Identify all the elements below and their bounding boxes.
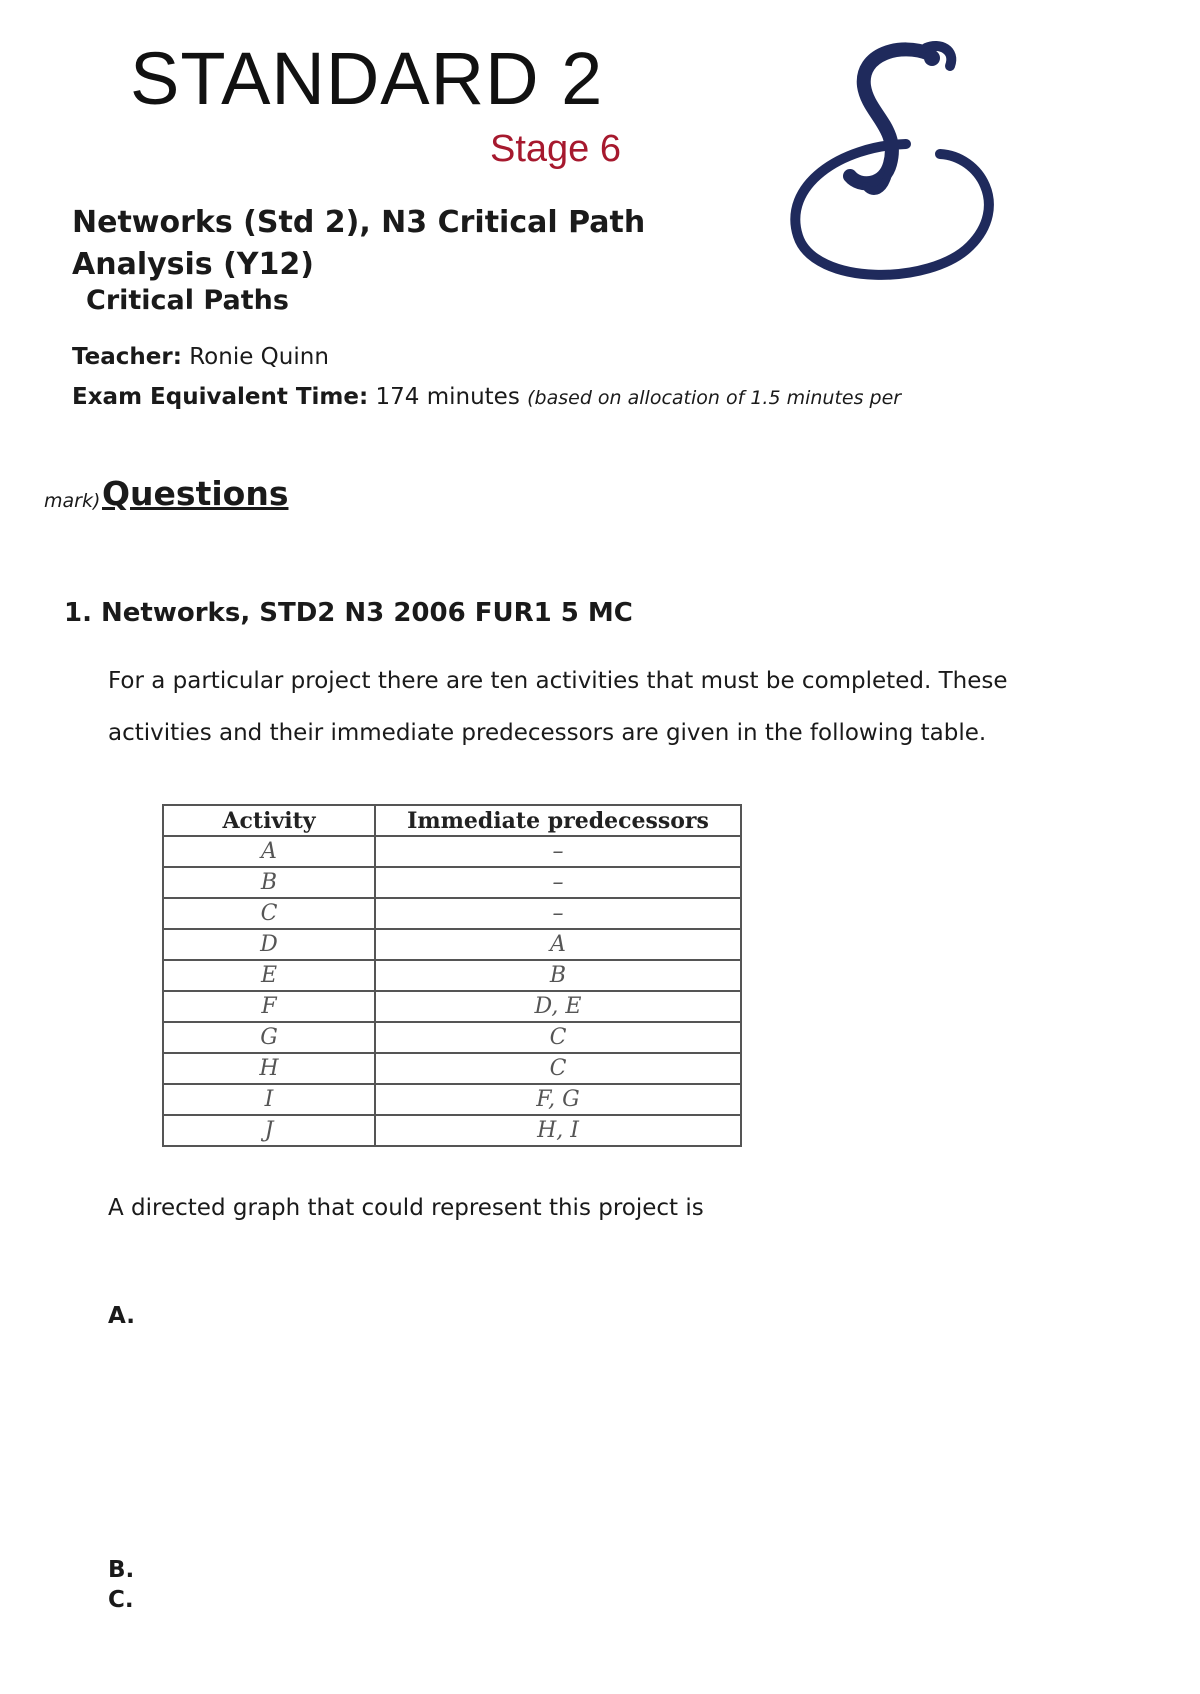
table-row — [163, 991, 741, 1022]
activity-cell: J — [163, 1115, 375, 1146]
teacher-line — [72, 344, 329, 370]
predecessor-cell: C — [375, 1053, 741, 1084]
activity-cell: D — [163, 929, 375, 960]
topic-title: Networks (Std 2), N3 Critical Path Analysis (Y12) — [72, 205, 646, 282]
table-header-predecessors: Immediate predecessors — [375, 805, 741, 836]
activity-cell: H — [163, 1053, 375, 1084]
predecessor-table-body — [163, 836, 741, 1146]
teacher-label: Teacher: — [72, 344, 182, 370]
table-row — [163, 929, 741, 960]
exam-time-note: (based on allocation of 1.5 minutes per — [527, 387, 902, 409]
activity-cell: G — [163, 1022, 375, 1053]
table-row — [163, 1115, 741, 1146]
question-1-text: For a particular project there are ten activities that must be completed. These activities and their immediate predecessors are given in the following table. — [108, 668, 1008, 746]
activity-cell: C — [163, 898, 375, 929]
table-row — [163, 867, 741, 898]
option-b-label: B. — [108, 1557, 135, 1583]
standard-title: STANDARD 2 — [130, 37, 604, 120]
predecessor-cell: B — [375, 960, 741, 991]
exam-time-line — [72, 384, 901, 410]
activity-cell: F — [163, 991, 375, 1022]
teacher-name: Ronie Quinn — [189, 344, 329, 370]
logo-svg — [780, 36, 1010, 286]
option-c-label: C. — [108, 1587, 134, 1613]
predecessor-cell: – — [375, 898, 741, 929]
section-sign-logo-icon — [780, 36, 1010, 286]
activity-cell: B — [163, 867, 375, 898]
predecessor-cell: H, I — [375, 1115, 741, 1146]
predecessor-cell: C — [375, 1022, 741, 1053]
question-1-prompt: A directed graph that could represent this project is — [108, 1195, 704, 1221]
predecessor-cell: A — [375, 929, 741, 960]
activity-cell: I — [163, 1084, 375, 1115]
exam-time-label: Exam Equivalent Time: — [72, 384, 369, 410]
table-row — [163, 1084, 741, 1115]
activity-cell: A — [163, 836, 375, 867]
questions-heading: Questions — [102, 474, 289, 513]
table-row — [163, 898, 741, 929]
predecessor-cell: – — [375, 836, 741, 867]
table-row — [163, 836, 741, 867]
predecessor-cell: F, G — [375, 1084, 741, 1115]
table-header-activity: Activity — [163, 805, 375, 836]
predecessor-table — [162, 804, 742, 1147]
stage-label: Stage 6 — [490, 128, 621, 170]
table-header-row — [163, 805, 741, 836]
table-row — [163, 960, 741, 991]
predecessor-cell: – — [375, 867, 741, 898]
subtopic-title: Critical Paths — [86, 285, 289, 316]
table-row — [163, 1053, 741, 1084]
table-row — [163, 1022, 741, 1053]
exam-time-value: 174 minutes — [375, 384, 520, 410]
question-1-heading: 1. Networks, STD2 N3 2006 FUR1 5 MC — [64, 598, 633, 628]
activity-cell: E — [163, 960, 375, 991]
exam-time-note-continued: mark) — [44, 490, 101, 512]
option-a-label: A. — [108, 1303, 135, 1329]
predecessor-cell: D, E — [375, 991, 741, 1022]
